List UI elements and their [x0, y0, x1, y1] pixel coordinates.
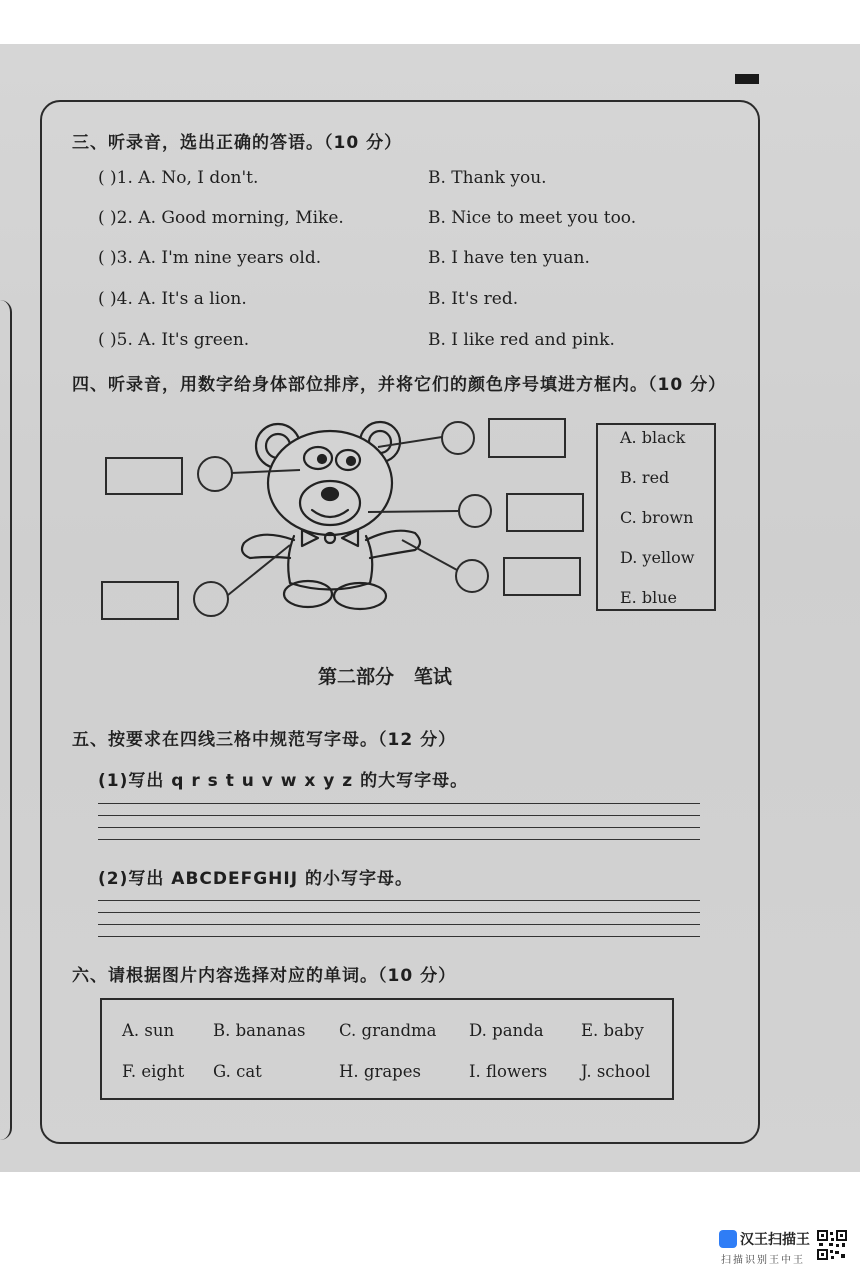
word-options-box	[100, 998, 674, 1100]
section-6-title: 六、请根据图片内容选择对应的单词。（10 分）	[72, 966, 457, 986]
question-4-option-a: ( )4. A. It's a lion.	[98, 289, 247, 309]
watermark-brand: 汉王扫描王	[740, 1232, 810, 1248]
writing-line	[98, 900, 700, 901]
color-option-c: C. brown	[620, 508, 694, 527]
section-5-title: 五、按要求在四线三格中规范写字母。（12 分）	[72, 730, 457, 750]
writing-line	[98, 924, 700, 925]
color-option-e: E. blue	[620, 588, 677, 607]
question-3-option-b: B. I have ten yuan.	[428, 248, 590, 268]
section-4-title: 四、听录音，用数字给身体部位排序，并将它们的颜色序号填进方框内。（10 分）	[72, 375, 727, 395]
question-3-option-a: ( )3. A. I'm nine years old.	[98, 248, 322, 268]
writing-line	[98, 803, 700, 804]
order-circle-right-bottom[interactable]	[455, 559, 489, 593]
color-answer-box-right-middle[interactable]	[506, 493, 584, 532]
color-answer-box-right-top[interactable]	[488, 418, 566, 458]
word-option-a: A. sun	[122, 1021, 175, 1040]
question-2-option-a: ( )2. A. Good morning, Mike.	[98, 208, 344, 228]
order-circle-left-top[interactable]	[197, 456, 233, 492]
order-circle-right-middle[interactable]	[458, 494, 492, 528]
word-option-h: H. grapes	[339, 1062, 421, 1081]
word-option-i: I. flowers	[469, 1062, 548, 1081]
word-option-e: E. baby	[581, 1021, 644, 1040]
writing-line	[98, 839, 700, 840]
word-option-j: J. school	[581, 1062, 651, 1081]
watermark-subtitle: 扫描识别王中王	[721, 1255, 805, 1266]
color-answer-box-right-bottom[interactable]	[503, 557, 581, 596]
color-answer-box-left-bottom[interactable]	[101, 581, 179, 620]
section-3-title: 三、听录音，选出正确的答语。（10 分）	[72, 133, 403, 153]
question-5-option-a: ( )5. A. It's green.	[98, 330, 250, 350]
writing-line	[98, 815, 700, 816]
question-5-option-b: B. I like red and pink.	[428, 330, 615, 350]
part-2-title: 第二部分 笔试	[318, 666, 452, 688]
color-option-b: B. red	[620, 468, 670, 487]
section-5-question-2: (2)写出 ABCDEFGHIJ 的小写字母。	[98, 869, 413, 889]
word-option-b: B. bananas	[213, 1021, 306, 1040]
writing-line	[98, 912, 700, 913]
color-answer-box-left-top[interactable]	[105, 457, 183, 495]
section-5-question-1: (1)写出 q r s t u v w x y z 的大写字母。	[98, 771, 469, 791]
color-option-d: D. yellow	[620, 548, 695, 567]
hanwang-logo-icon	[719, 1230, 737, 1248]
word-option-c: C. grandma	[339, 1021, 437, 1040]
word-option-f: F. eight	[122, 1062, 185, 1081]
question-1-option-a: ( )1. A. No, I don't.	[98, 168, 259, 188]
color-option-a: A. black	[620, 428, 686, 447]
order-circle-right-top[interactable]	[441, 421, 475, 455]
order-circle-left-bottom[interactable]	[193, 581, 229, 617]
writing-line	[98, 936, 700, 937]
question-1-option-b: B. Thank you.	[428, 168, 547, 188]
writing-line	[98, 827, 700, 828]
qr-code-icon	[817, 1230, 847, 1260]
word-option-d: D. panda	[469, 1021, 544, 1040]
question-4-option-b: B. It's red.	[428, 289, 519, 309]
question-2-option-b: B. Nice to meet you too.	[428, 208, 637, 228]
word-option-g: G. cat	[213, 1062, 262, 1081]
